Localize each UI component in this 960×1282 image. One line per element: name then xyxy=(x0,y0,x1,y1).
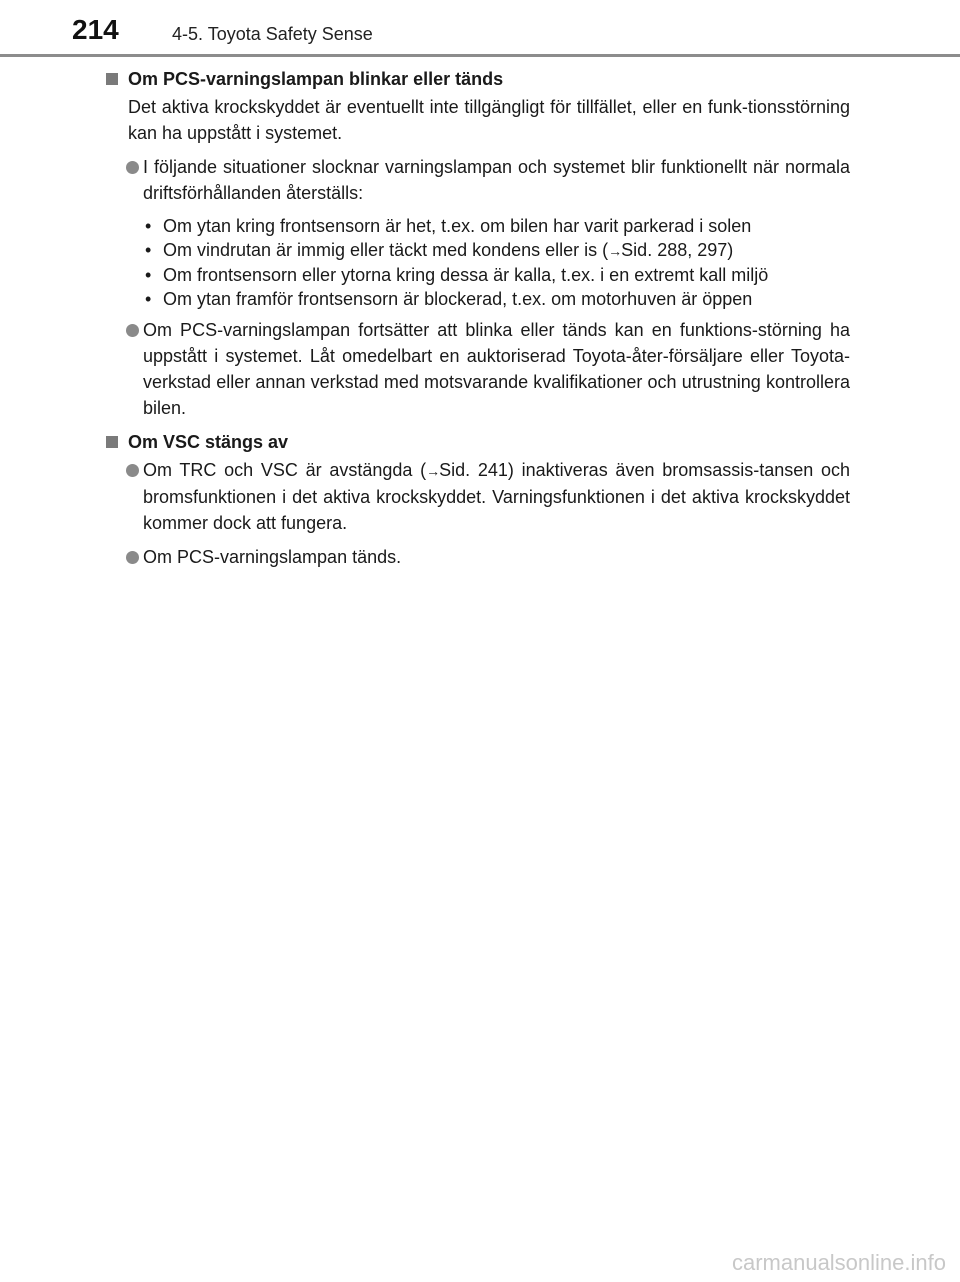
page-reference-link[interactable]: Sid. 241) inaktiveras även bromsassis-tansen och bromsfunktionen i det aktiva krockskyddet. Varningsfunktionen i det aktiva krockskyddet kommer dock att fungera. xyxy=(143,460,851,533)
section-title: 4-5. Toyota Safety Sense xyxy=(172,24,373,44)
circle-bullet-icon xyxy=(126,161,139,174)
circle-bullet-icon xyxy=(126,464,139,477)
page-reference-link[interactable]: Sid. 288, 297) xyxy=(621,240,734,260)
arrow-right-icon: → xyxy=(426,463,440,479)
dot-bullet-icon: • xyxy=(145,265,152,285)
square-bullet-icon xyxy=(106,73,118,85)
dot-bullet-icon: • xyxy=(145,289,152,309)
bullet-item: Om PCS-varningslampan tänds. xyxy=(104,544,850,570)
bullet-item: Om TRC och VSC är avstängda (→Sid. 241) inaktiveras även bromsassis-tansen och bromsfunktionen i det aktiva krockskyddet. Varningsfunktionen i det aktiva krockskyddet kommer dock att fungera. xyxy=(104,457,850,536)
intro-paragraph: Det aktiva krockskyddet är eventuellt inte tillgängligt för tillfället, eller en funk-tionsstörning kan ha uppstått i systemet. xyxy=(128,97,850,143)
bullet-item: I följande situationer slocknar varningslampan och systemet blir funktionellt när normala driftsförhållanden återställs: xyxy=(104,154,850,206)
list-item: • Om frontsensorn eller ytorna kring dessa är kalla, t.ex. i en extremt kall miljö xyxy=(145,265,769,285)
page-number: 214 xyxy=(72,14,119,45)
arrow-right-icon: → xyxy=(608,243,622,259)
condition-list xyxy=(104,214,850,311)
dot-bullet-icon: • xyxy=(145,240,152,260)
dot-bullet-icon: • xyxy=(145,216,152,236)
page-content xyxy=(104,66,850,578)
circle-bullet-icon xyxy=(126,551,139,564)
header-rule xyxy=(0,54,960,57)
list-item: • Om vindrutan är immig eller täckt med kondens eller is (→Sid. 288, 297) xyxy=(145,240,734,260)
heading-vsc-off: Om VSC stängs av xyxy=(104,429,850,455)
list-item: • Om ytan kring frontsensorn är het, t.ex. om bilen har varit parkerad i solen xyxy=(145,216,752,236)
square-bullet-icon xyxy=(106,436,118,448)
list-item: • Om ytan framför frontsensorn är blockerad, t.ex. om motorhuven är öppen xyxy=(145,289,753,309)
watermark: carmanualsonline.info xyxy=(731,1250,946,1275)
page-header xyxy=(0,0,960,60)
heading-pcs-warning: Om PCS-varningslampan blinkar eller tänds xyxy=(104,66,850,92)
bullet-item: Om PCS-varningslampan fortsätter att blinka eller tänds kan en funktions-störning ha uppstått i systemet. Låt omedelbart en auktoriserad Toyota-åter-försäljare eller Toyota-verkstad eller annan verkstad med motsvarande kvalifikationer och utrustning kontrollera bilen. xyxy=(104,317,850,421)
circle-bullet-icon xyxy=(126,324,139,337)
